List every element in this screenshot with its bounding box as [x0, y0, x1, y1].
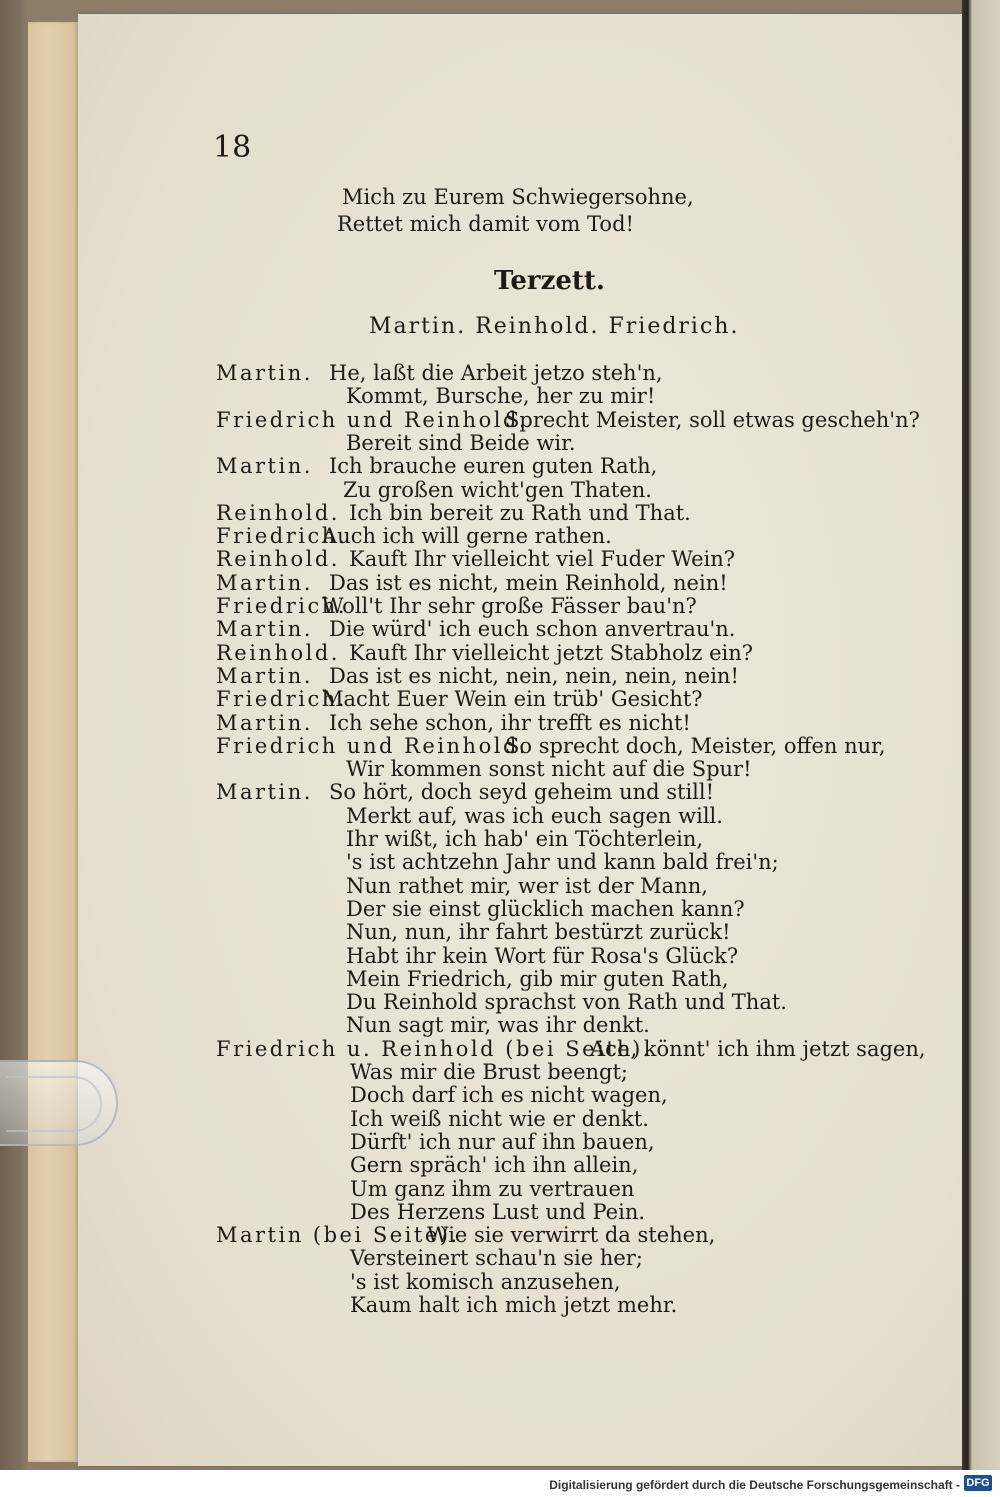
dialogue-line: So sprecht doch, Meister, offen nur,	[505, 733, 886, 758]
dialogue-line: Nun rathet mir, wer ist der Mann,	[346, 873, 708, 898]
footer-credit: Digitalisierung gefördert durch die Deutsche Forschungsgemeinschaft -	[549, 1478, 960, 1492]
speaker-name: Martin.	[216, 361, 313, 385]
speaker-name: Martin.	[216, 454, 313, 479]
speaker-name: Friedrich und Reinhold.	[216, 407, 529, 432]
verse-line: Mich zu Eurem Schwiegersohne,	[342, 185, 694, 209]
dialogue-line: Des Herzens Lust und Pein.	[350, 1199, 646, 1224]
dialogue-line: Nun sagt mir, was ihr denkt.	[346, 1013, 650, 1038]
paper-clip	[0, 1060, 118, 1146]
dialogue-line: Kommt, Bursche, her zu mir!	[346, 384, 656, 409]
dialogue-line: He, laßt die Arbeit jetzo steh'n,	[329, 361, 663, 385]
dialogue-line: Dürft' ich nur auf ihn bauen,	[350, 1129, 655, 1154]
dialogue-line: Du Reinhold sprachst von Rath und That.	[346, 990, 787, 1015]
speaker-name: Martin.	[216, 663, 313, 688]
dialogue-line: Wie sie verwirrt da stehen,	[427, 1223, 716, 1248]
dialogue-line: Zu großen wicht'gen Thaten.	[343, 477, 652, 502]
dialogue-line: Sprecht Meister, soll etwas gescheh'n?	[505, 407, 920, 432]
speaker-name: Martin.	[216, 710, 313, 735]
page-number: 18	[213, 130, 252, 165]
dialogue-line: 's ist achtzehn Jahr und kann bald frei'n;	[346, 850, 779, 875]
dialogue-line: Wir kommen sonst nicht auf die Spur!	[346, 757, 752, 782]
dialogue-line: Kauft Ihr vielleicht viel Fuder Wein?	[349, 547, 736, 572]
dialogue-line: Ich brauche euren guten Rath,	[329, 454, 658, 479]
dialogue-line: Macht Euer Wein ein trüb' Gesicht?	[322, 687, 703, 712]
dfg-logo: DFG	[964, 1475, 992, 1491]
speaker-name: Friedrich und Reinhold.	[216, 733, 529, 758]
dialogue-line: Versteinert schau'n sie her;	[350, 1246, 643, 1271]
dialogue-line: Der sie einst glücklich machen kann?	[346, 896, 745, 921]
book-binding	[28, 22, 78, 1462]
speaker-name: Martin (bei Seite).	[216, 1223, 460, 1248]
verse-line: Rettet mich damit vom Tod!	[337, 212, 634, 236]
speaker-name: Martin.	[216, 780, 313, 805]
dialogue-line: Gern spräch' ich ihn allein,	[350, 1153, 639, 1178]
dialogue-line: Das ist es nicht, mein Reinhold, nein!	[329, 570, 728, 595]
dialogue-line: 's ist komisch anzusehen,	[350, 1269, 621, 1294]
speaker-name: Reinhold.	[216, 640, 340, 665]
dialogue-line: Kaum halt ich mich jetzt mehr.	[350, 1293, 678, 1317]
dialogue-line: Das ist es nicht, nein, nein, nein, nein!	[329, 663, 739, 688]
dialogue-line: Habt ihr kein Wort für Rosa's Glück?	[346, 943, 739, 968]
speaker-name: Reinhold.	[216, 547, 340, 572]
dialogue-line: Um ganz ihm zu vertrauen	[350, 1176, 635, 1201]
character-list: Martin. Reinhold. Friedrich.	[369, 314, 740, 339]
dialogue-line: Ich sehe schon, ihr trefft es nicht!	[329, 710, 691, 735]
dialogue-line: Ihr wißt, ich hab' ein Töchterlein,	[346, 827, 704, 851]
dialogue-line: Ich bin bereit zu Rath und That.	[349, 500, 691, 525]
speaker-name: Friedrich.	[216, 524, 347, 549]
dialogue-line: Bereit sind Beide wir.	[346, 430, 576, 455]
dialogue-line: Doch darf ich es nicht wagen,	[350, 1083, 668, 1108]
section-heading: Terzett.	[494, 266, 605, 296]
dialogue-line: Die würd' ich euch schon anvertrau'n.	[329, 617, 736, 642]
speaker-name: Reinhold.	[216, 500, 340, 525]
speaker-name: Friedrich u. Reinhold (bei Seite).	[216, 1036, 652, 1061]
speaker-name: Friedrich.	[216, 687, 347, 712]
dialogue-line: Was mir die Brust beengt;	[350, 1060, 629, 1084]
speaker-name: Martin.	[216, 617, 313, 642]
dialogue-line: Kauft Ihr vielleicht jetzt Stabholz ein?	[349, 640, 754, 665]
dialogue-line: Ach, könnt' ich ihm jetzt sagen,	[590, 1036, 926, 1061]
dialogue-line: Woll't Ihr sehr große Fässer bau'n?	[322, 594, 697, 618]
speaker-name: Friedrich.	[216, 594, 347, 618]
dialogue-line: Ich weiß nicht wie er denkt.	[350, 1106, 649, 1131]
dialogue-line: Mein Friedrich, gib mir guten Rath,	[346, 966, 729, 991]
next-page-edge	[962, 0, 1000, 1497]
dialogue-line: Auch ich will gerne rathen.	[322, 524, 612, 549]
speaker-name: Martin.	[216, 570, 313, 595]
dialogue-line: Nun, nun, ihr fahrt bestürzt zurück!	[346, 920, 731, 945]
dialogue-line: Merkt auf, was ich euch sagen will.	[346, 803, 723, 828]
dialogue-line: So hört, doch seyd geheim und still!	[329, 780, 715, 805]
